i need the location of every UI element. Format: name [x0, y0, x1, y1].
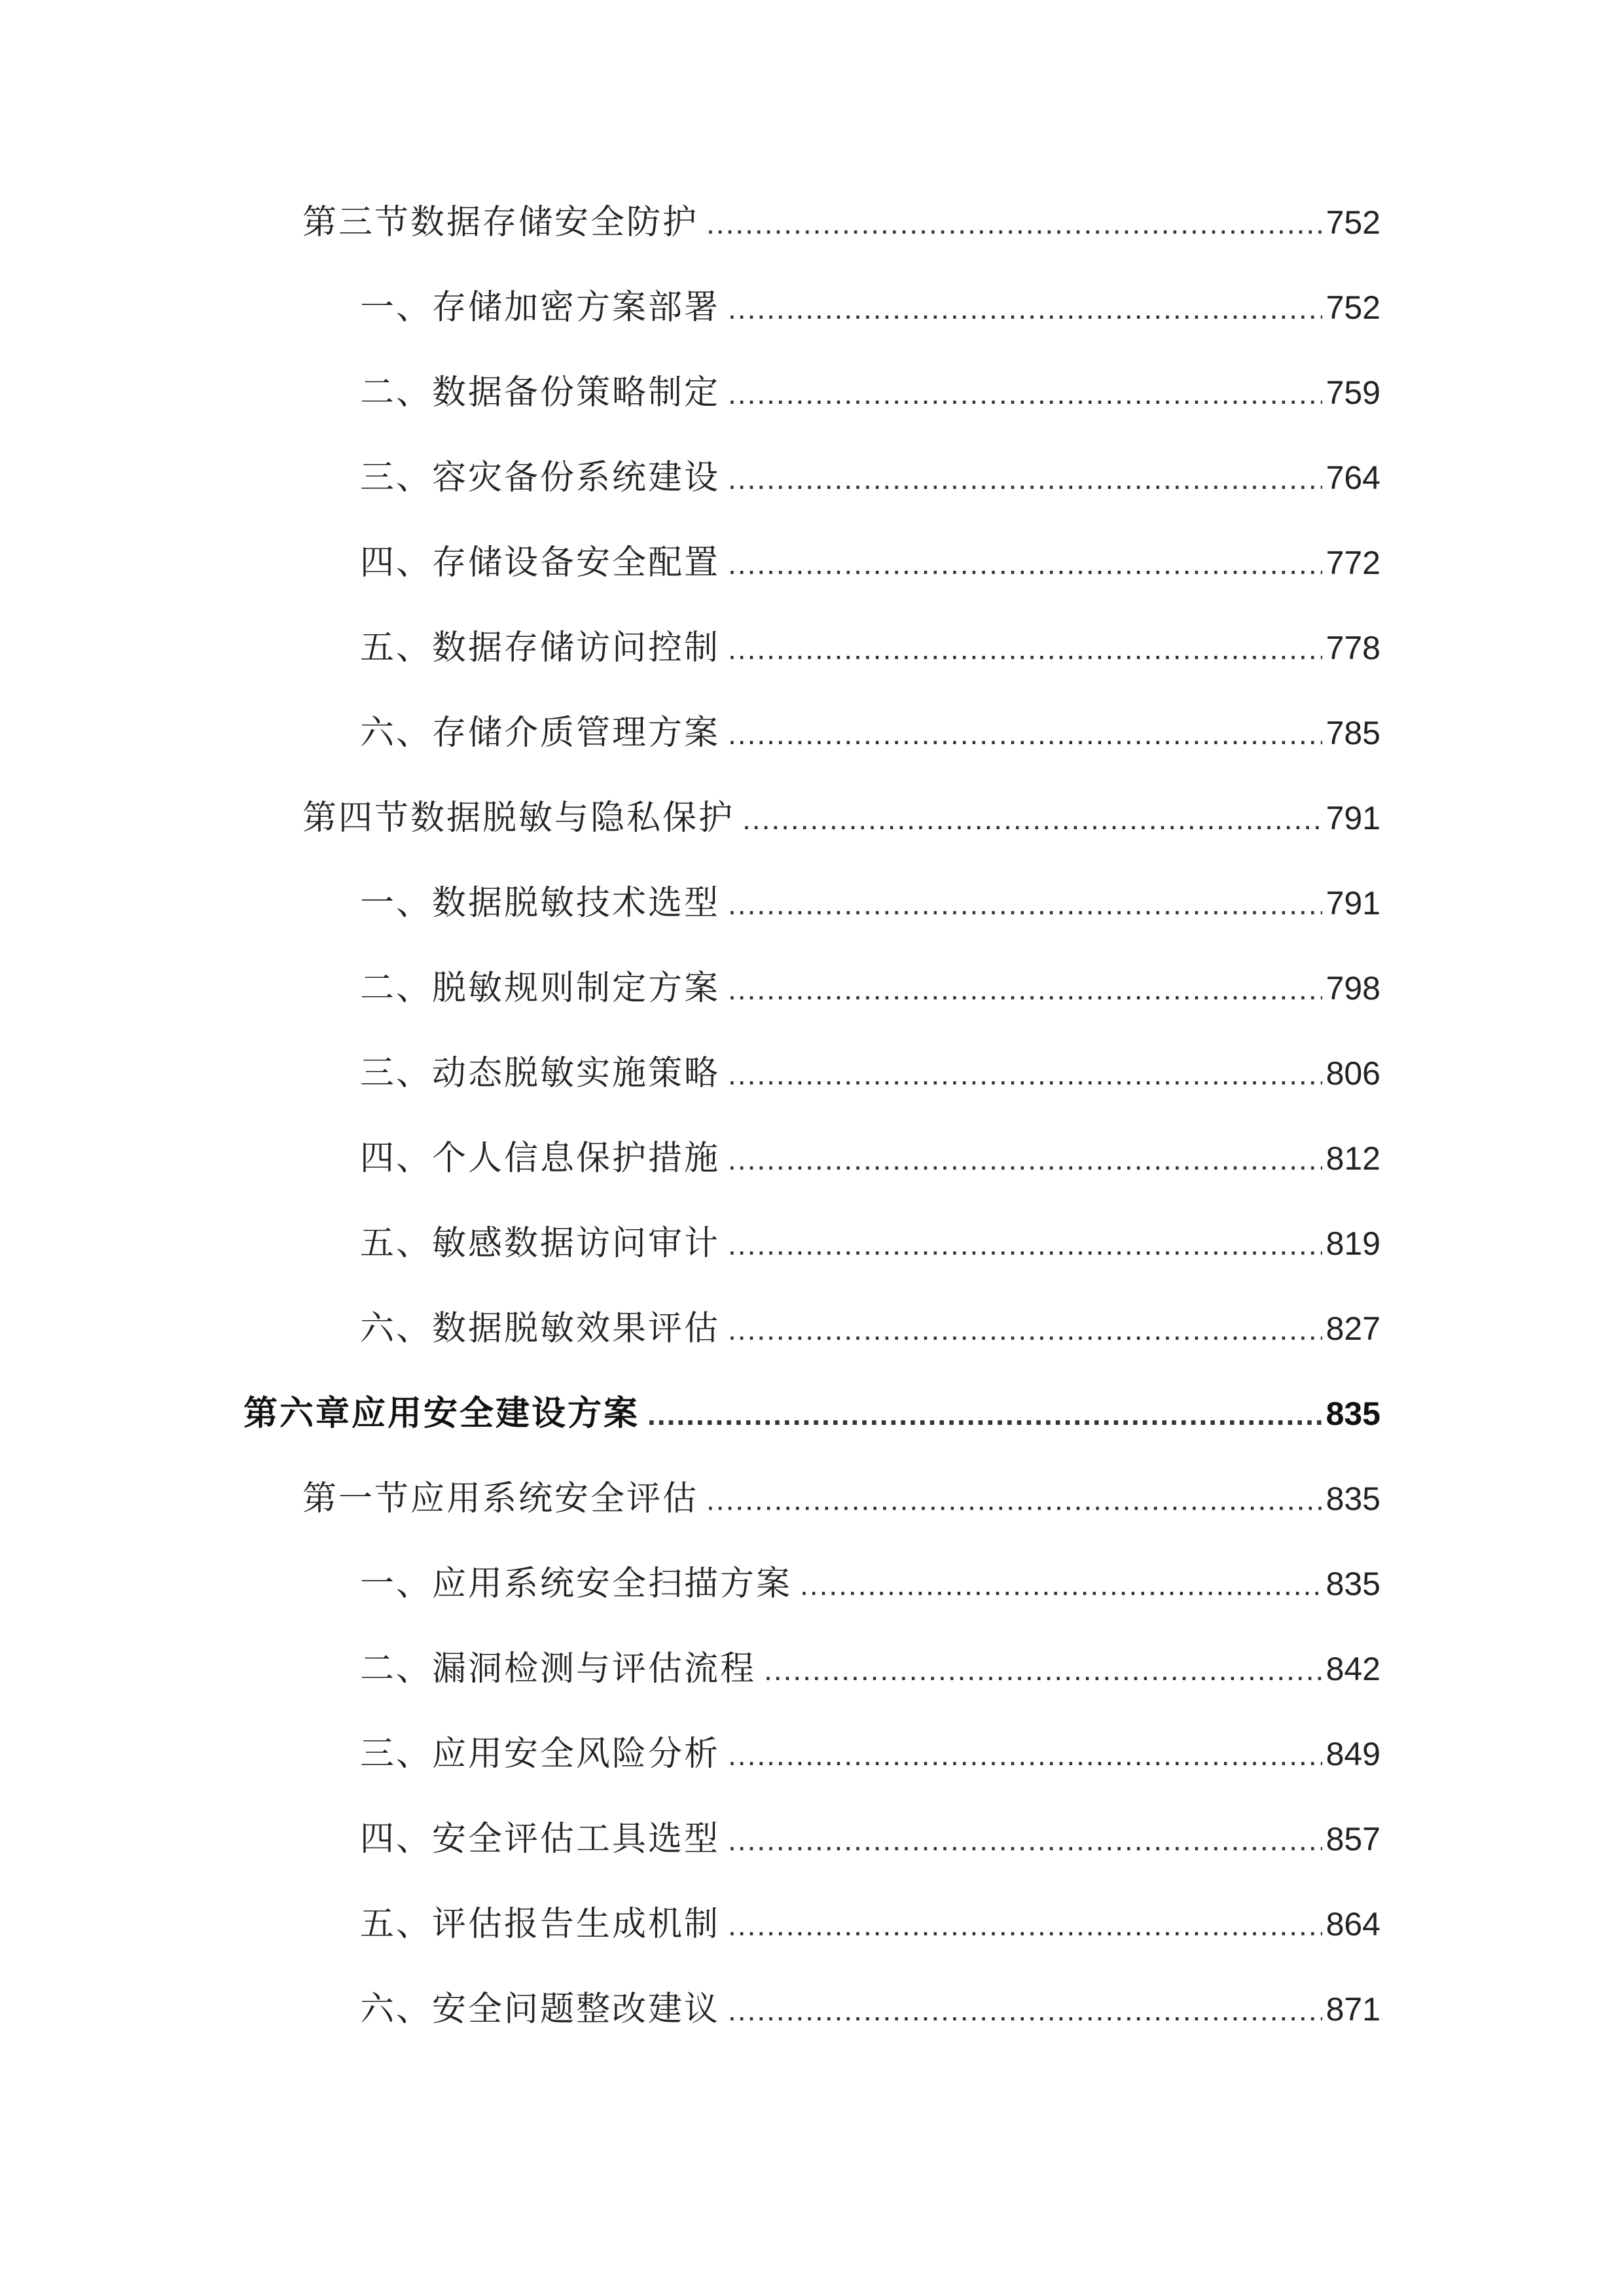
toc-entry [360, 1047, 1380, 1100]
toc-entry-title: 三、动态脱敏实施策略 [360, 1054, 721, 1093]
toc-page-number: 798 [1326, 970, 1380, 1007]
toc-entry [360, 1983, 1380, 2036]
toc-entry-title: 四、安全评估工具选型 [360, 1820, 721, 1859]
toc-entry [360, 1302, 1380, 1355]
toc-leader-dots [728, 1899, 1322, 1951]
toc-entry [360, 537, 1380, 589]
toc-entry-title: 六、存储介质管理方案 [360, 713, 721, 753]
toc-entry [360, 707, 1380, 759]
toc-entry-title: 四、存储设备安全配置 [360, 543, 721, 583]
toc-entry-title: 五、评估报告生成机制 [360, 1905, 721, 1944]
toc-entry-title: 二、漏洞检测与评估流程 [360, 1649, 757, 1689]
toc-entry-title: 六、数据脱敏效果评估 [360, 1309, 721, 1348]
toc-page-number: 752 [1326, 289, 1380, 326]
toc-page-number: 791 [1326, 800, 1380, 836]
toc-entry-title: 二、脱敏规则制定方案 [360, 969, 721, 1008]
toc-page-number: 827 [1326, 1310, 1380, 1347]
toc-leader-dots [728, 708, 1322, 760]
toc-page-number: 871 [1326, 1991, 1380, 2028]
toc-page-number: 772 [1326, 545, 1380, 581]
toc-page-number: 812 [1326, 1140, 1380, 1177]
toc-page-number: 764 [1326, 459, 1380, 496]
toc-leader-dots [647, 1388, 1322, 1441]
toc-entry [360, 1813, 1380, 1865]
toc-entry [360, 1898, 1380, 1950]
toc-entry-title: 第三节数据存储安全防护 [302, 203, 699, 242]
toc-leader-dots [728, 1814, 1322, 1866]
toc-entry [302, 1473, 1380, 1525]
toc-entry [360, 452, 1380, 504]
toc-leader-dots [728, 963, 1322, 1015]
toc-entry-title: 第一节应用系统安全评估 [302, 1479, 699, 1518]
toc-entry-title: 四、个人信息保护措施 [360, 1139, 721, 1178]
toc-entry [360, 622, 1380, 674]
toc-entry [302, 196, 1380, 249]
toc-page-number: 857 [1326, 1821, 1380, 1857]
toc-leader-dots [728, 282, 1322, 334]
toc-entry [360, 1132, 1380, 1185]
toc-leader-dots [800, 1558, 1322, 1611]
toc-leader-dots [742, 793, 1322, 845]
toc-entry [360, 1643, 1380, 1695]
toc-entry-title: 第四节数据脱敏与隐私保护 [302, 798, 735, 838]
toc-page-number: 864 [1326, 1906, 1380, 1943]
toc-chapter-entry [244, 1388, 1380, 1440]
toc-leader-dots [728, 537, 1322, 590]
toc-entry-title: 六、安全问题整改建议 [360, 1990, 721, 2029]
toc-entry [360, 1217, 1380, 1270]
toc-leader-dots [728, 1729, 1322, 1781]
toc-leader-dots [706, 197, 1322, 249]
toc-page-number: 849 [1326, 1736, 1380, 1772]
toc-entry [360, 281, 1380, 334]
toc-entry [360, 962, 1380, 1014]
toc-entry [360, 367, 1380, 419]
toc-page-number: 842 [1326, 1651, 1380, 1687]
toc-entry-title: 一、数据脱敏技术选型 [360, 884, 721, 923]
toc-leader-dots [728, 1303, 1322, 1355]
toc-leader-dots [728, 1133, 1322, 1185]
toc-entry-title: 一、应用系统安全扫描方案 [360, 1564, 793, 1604]
toc-page-number: 778 [1326, 630, 1380, 666]
toc-leader-dots [728, 1218, 1322, 1270]
toc-entry-title: 第六章应用安全建设方案 [244, 1394, 640, 1433]
toc-page-number: 759 [1326, 374, 1380, 411]
toc-leader-dots [728, 878, 1322, 930]
toc-leader-dots [764, 1643, 1322, 1696]
toc-page-number: 835 [1326, 1480, 1380, 1517]
toc-leader-dots [728, 1048, 1322, 1100]
toc-entry-title: 一、存储加密方案部署 [360, 288, 721, 327]
toc-entry [302, 792, 1380, 844]
toc-entry [360, 877, 1380, 929]
toc-page-number: 752 [1326, 204, 1380, 241]
toc-entry-title: 五、数据存储访问控制 [360, 628, 721, 668]
toc-page-number: 791 [1326, 885, 1380, 922]
toc-page-number: 835 [1326, 1566, 1380, 1602]
toc-entry [360, 1728, 1380, 1780]
toc-entry-title: 二、数据备份策略制定 [360, 373, 721, 412]
toc-leader-dots [706, 1473, 1322, 1526]
toc-page-number: 806 [1326, 1055, 1380, 1092]
toc-leader-dots [728, 367, 1322, 420]
toc-entry-title: 五、敏感数据访问审计 [360, 1224, 721, 1263]
toc-entry-title: 三、容灾备份系统建设 [360, 458, 721, 497]
toc-page-number: 819 [1326, 1225, 1380, 1262]
toc-leader-dots [728, 622, 1322, 675]
toc-entry [360, 1558, 1380, 1610]
toc-page-number: 785 [1326, 715, 1380, 751]
toc-page-number: 835 [1326, 1395, 1380, 1432]
toc-entry-title: 三、应用安全风险分析 [360, 1734, 721, 1774]
toc-leader-dots [728, 1984, 1322, 2036]
toc-leader-dots [728, 452, 1322, 505]
